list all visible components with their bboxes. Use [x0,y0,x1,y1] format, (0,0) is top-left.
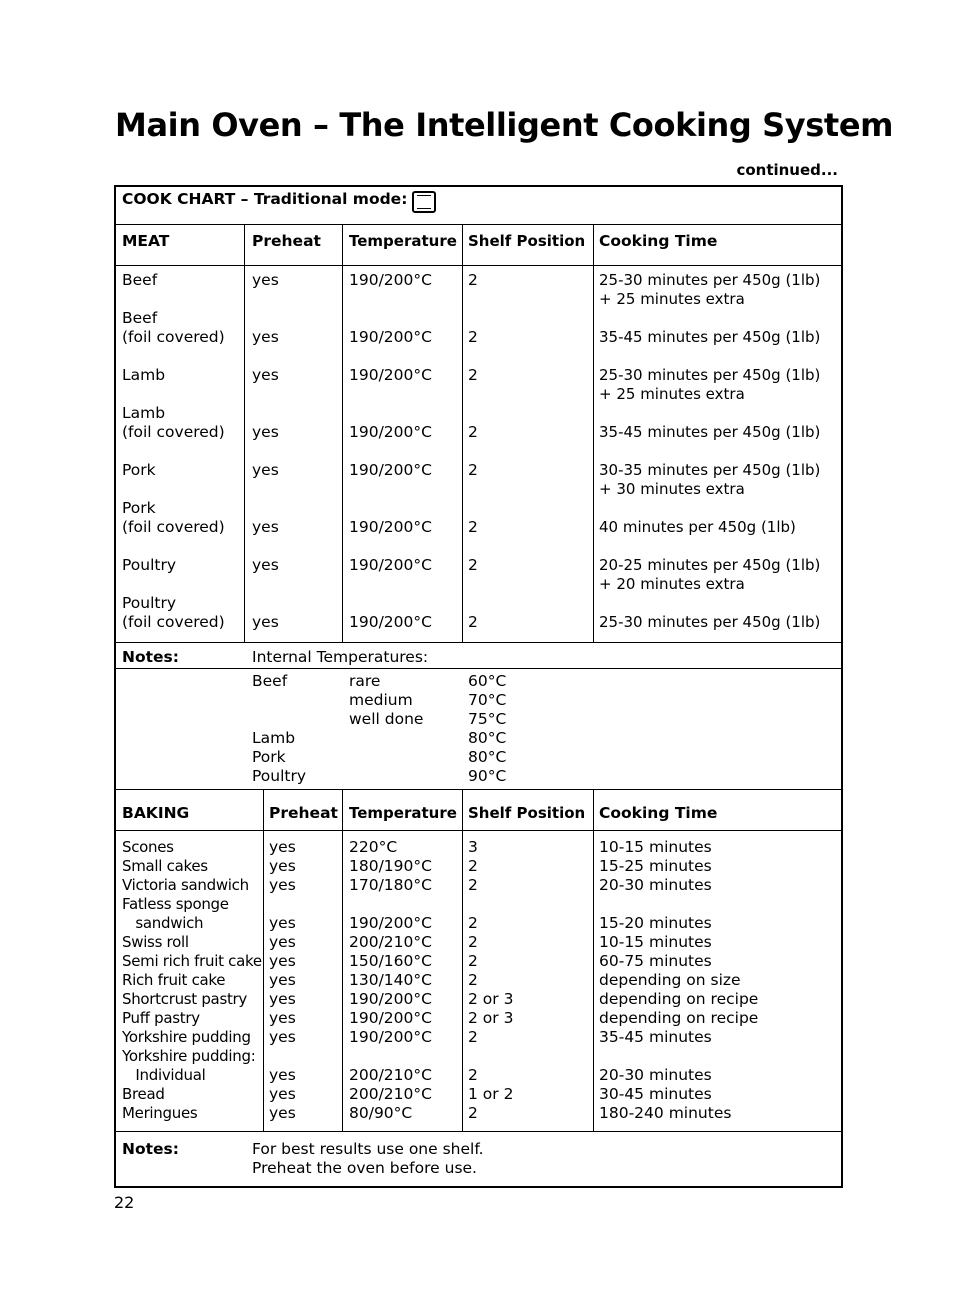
baking-notes-text: For best results use one shelf. Preheat the oven before use. [252,1140,484,1177]
baking-shelf-column: 3 2 2 2 2 2 2 2 or 3 2 or 3 2 2 1 or 2 2 [468,838,514,1122]
rule-baking-body [114,1131,841,1132]
col-divider [244,224,245,642]
meat-header-shelf: Shelf Position [468,232,586,250]
meat-shelf-column: 2 2 2 2 2 2 2 2 [468,271,478,631]
baking-header-temperature: Temperature [349,804,457,822]
traditional-mode-icon [412,191,436,213]
rule-baking-header [114,830,841,831]
baking-header-time: Cooking Time [599,804,718,822]
col-divider [593,789,594,1131]
page-title: Main Oven – The Intelligent Cooking System [115,106,894,144]
col-divider [593,224,594,642]
meat-header-temperature: Temperature [349,232,457,250]
internal-temp-meats: Beef Lamb Pork Poultry [252,672,307,785]
baking-time-column: 10-15 minutes 15-25 minutes 20-30 minutes 15-20 minutes 10-15 minutes 60-75 minutes depending on size depending on recipe depending on recipe 35-45 minutes 20-30 minutes 30-45 minutes 180-240 minutes [599,838,759,1122]
baking-preheat-column: yes yes yes yes yes yes yes yes yes yes yes yes yes [269,838,296,1122]
internal-temp-doneness: rare medium well done [349,672,424,728]
baking-header-food: BAKING [122,804,190,822]
rule-meat-body [114,642,841,643]
meat-temperature-column: 190/200°C 190/200°C 190/200°C 190/200°C 190/200°C 190/200°C 190/200°C 190/200°C [349,271,432,631]
col-divider [342,789,343,1131]
rule-meat-header [114,265,841,266]
rule-notes-heading [114,668,841,669]
meat-notes-label: Notes: [122,648,179,666]
chart-title: COOK CHART – Traditional mode: [122,190,408,208]
meat-header-preheat: Preheat [252,232,321,250]
col-divider [462,224,463,642]
rule-title [114,224,841,225]
meat-header-food: MEAT [122,232,170,250]
continued-label: continued... [736,161,838,179]
rule-notes-body [114,789,841,790]
meat-food-column: Beef Beef (foil covered) Lamb Lamb (foil covered) Pork Pork (foil covered) Poultry Poultry (foil covered) [122,271,225,631]
meat-preheat-column: yes yes yes yes yes yes yes yes [252,271,279,631]
page-number: 22 [114,1193,135,1212]
col-divider [462,789,463,1131]
baking-notes-label: Notes: [122,1140,179,1158]
col-divider [342,224,343,642]
baking-header-shelf: Shelf Position [468,804,586,822]
internal-temperatures-heading: Internal Temperatures: [252,648,429,666]
meat-header-time: Cooking Time [599,232,718,250]
meat-time-column: 25-30 minutes per 450g (1lb) + 25 minutes extra 35-45 minutes per 450g (1lb) 25-30 minutes per 450g (1lb) + 25 minutes extra 35-45 minutes per 450g (1lb) 30-35 minutes per 450g (1lb) + 30 minutes extra 40 minutes per 450g (1lb) 20-25 minutes per 450g (1lb) + 20 minutes extra 25-30 minutes per 450g (1lb) [599,271,821,631]
baking-temperature-column: 220°C 180/190°C 170/180°C 190/200°C 200/210°C 150/160°C 130/140°C 190/200°C 190/200°C 190/200°C 200/210°C 200/210°C 80/90°C [349,838,432,1122]
baking-header-preheat: Preheat [269,804,338,822]
internal-temp-values: 60°C 70°C 75°C 80°C 80°C 90°C [468,672,507,785]
baking-food-column: Scones Small cakes Victoria sandwich Fatless sponge sandwich Swiss roll Semi rich fruit cake Rich fruit cake Shortcrust pastry Puff pastry Yorkshire pudding Yorkshire pudding: Individual Bread Meringues [122,838,262,1122]
col-divider [263,789,264,1131]
